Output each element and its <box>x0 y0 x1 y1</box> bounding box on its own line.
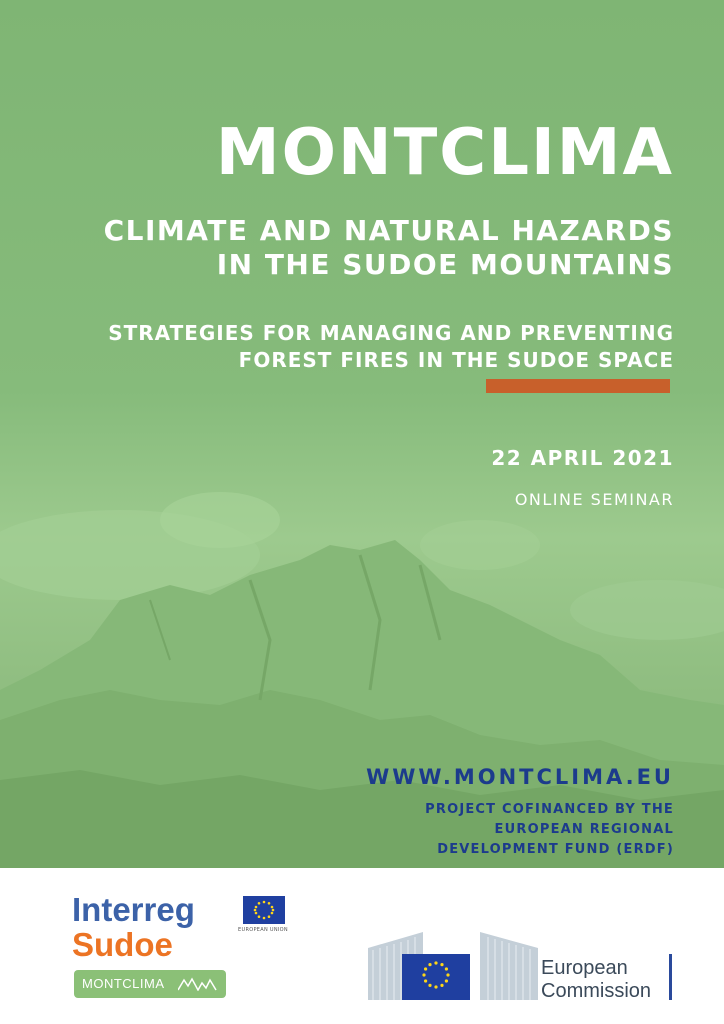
cofinance-line: DEVELOPMENT FUND (ERDF) <box>437 842 674 857</box>
event-type: ONLINE SEMINAR <box>514 490 674 509</box>
cover-title: MONTCLIMA <box>215 116 674 190</box>
website-link[interactable]: WWW.MONTCLIMA.EU <box>366 765 674 789</box>
subtitle-line: IN THE SUDOE MOUNTAINS <box>216 248 674 281</box>
european-commission-logo-text <box>541 957 651 1003</box>
montclima-badge <box>74 970 226 998</box>
interreg-logo-text: Interreg <box>72 891 195 928</box>
cofinance-note <box>344 800 674 860</box>
accent-bar <box>486 379 670 393</box>
eu-flag-icon <box>243 896 285 924</box>
cover-subtitle <box>34 214 674 282</box>
cofinance-line: PROJECT COFINANCED BY THE <box>425 802 674 817</box>
sudoe-logo-text: Sudoe <box>72 926 173 963</box>
european-commission-building-icon <box>368 920 538 1000</box>
seminar-topic <box>34 320 674 374</box>
ec-divider <box>669 954 672 1000</box>
mountain-icon <box>178 977 218 991</box>
montclima-badge-label: MONTCLIMA <box>82 976 165 991</box>
topic-line: STRATEGIES FOR MANAGING AND PREVENTING <box>108 321 674 345</box>
subtitle-line: CLIMATE AND NATURAL HAZARDS <box>103 214 674 247</box>
ec-line: European <box>541 957 628 979</box>
eu-label: EUROPEAN UNION <box>238 927 288 933</box>
ec-line: Commission <box>541 980 652 1002</box>
topic-line: FOREST FIRES IN THE SUDOE SPACE <box>238 348 674 372</box>
cofinance-line: EUROPEAN REGIONAL <box>494 822 674 837</box>
event-date: 22 APRIL 2021 <box>491 446 674 470</box>
